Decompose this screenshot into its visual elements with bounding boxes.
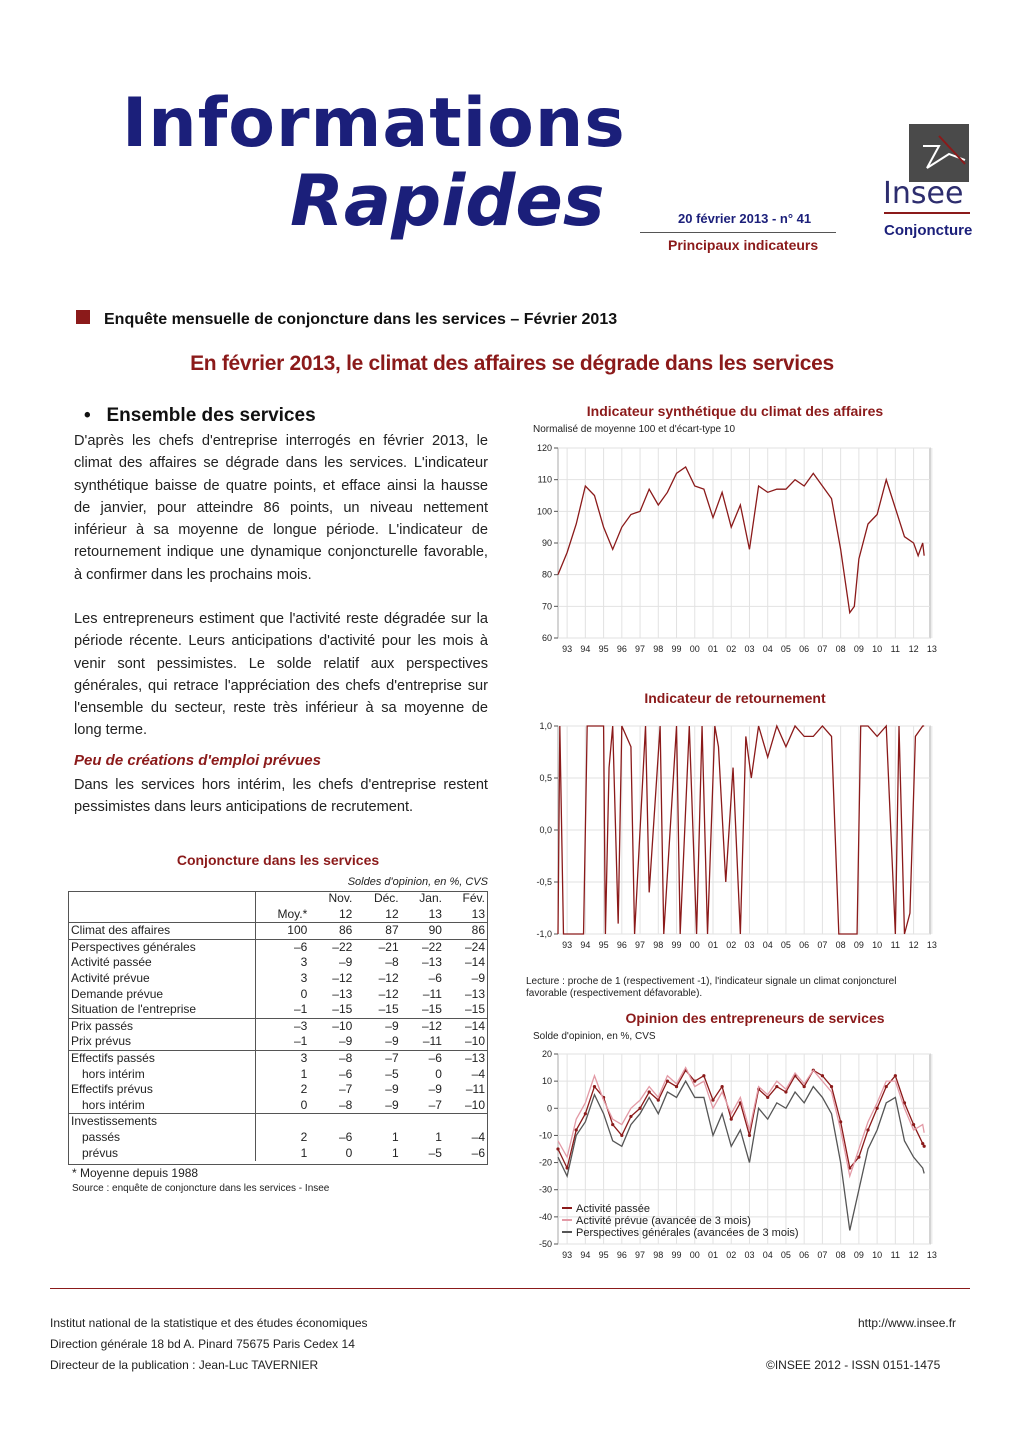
- table-cell: –1: [256, 1002, 311, 1018]
- table-row: [68, 955, 488, 971]
- series-point: [784, 1090, 787, 1093]
- chart1-subtitle: Normalisé de moyenne 100 et d'écart-type 10: [533, 424, 736, 435]
- x-tick-label: 05: [780, 940, 791, 950]
- table-cell: –24: [464, 939, 485, 954]
- series-point: [693, 1080, 696, 1083]
- table-row-label: Demande prévue: [68, 987, 256, 1003]
- table-cell: –7: [385, 1050, 399, 1065]
- x-tick-label: 00: [689, 940, 700, 950]
- series-point: [629, 1115, 632, 1118]
- x-tick-label: 02: [726, 940, 737, 950]
- x-tick-label: 97: [635, 1250, 646, 1260]
- series-point: [923, 1145, 926, 1148]
- footer-address: Direction générale 18 bd A. Pinard 75675 Paris Cedex 14: [50, 1337, 355, 1351]
- masthead-subtitle: Rapides: [290, 160, 605, 242]
- y-tick-label: 120: [536, 443, 552, 453]
- table-cell: –22: [421, 939, 442, 954]
- legend-label: Perspectives générales (avancées de 3 mois): [576, 1227, 799, 1239]
- x-tick-label: 10: [872, 940, 883, 950]
- table-cell: –9: [471, 970, 485, 985]
- x-tick-label: 11: [890, 644, 901, 654]
- table-cell: –6: [293, 939, 308, 954]
- x-tick-label: 12: [908, 940, 919, 950]
- section-square-icon: [76, 310, 90, 324]
- table-cell: –13: [332, 986, 353, 1001]
- table-row-label: [68, 891, 256, 907]
- x-tick-label: 01: [707, 1250, 719, 1260]
- table-cell: 3: [300, 955, 308, 970]
- series-point: [921, 1142, 924, 1145]
- table-row-label: hors intérim: [68, 1067, 256, 1083]
- x-tick-label: 01: [707, 644, 719, 654]
- series-point: [821, 1074, 824, 1077]
- table-row-label: hors intérim: [68, 1098, 256, 1114]
- logo-name: Insee: [883, 176, 964, 211]
- table-row: [68, 1146, 488, 1162]
- table-row: [68, 1098, 488, 1114]
- x-tick-label: 95: [598, 940, 609, 950]
- y-tick-label: -1,0: [536, 929, 552, 939]
- table-cell: –3: [293, 1018, 308, 1033]
- table-note: Soldes d'opinion, en %, CVS: [347, 876, 488, 888]
- footer-copyright: ©INSEE 2012 - ISSN 0151-1475: [766, 1358, 941, 1372]
- x-tick-label: 04: [762, 1250, 773, 1260]
- chart3-title: Opinion des entrepreneurs de services: [625, 1010, 885, 1026]
- series-point: [648, 1090, 651, 1093]
- table-cell: 0: [435, 1066, 442, 1081]
- series-point: [803, 1085, 806, 1088]
- x-tick-label: 96: [616, 644, 627, 654]
- table-cell: –12: [378, 986, 399, 1001]
- masthead-title: Informations: [122, 84, 626, 163]
- insee-logo-icon: [909, 124, 969, 182]
- table-cell: 2: [300, 1082, 308, 1097]
- y-tick-label: 110: [537, 474, 552, 485]
- opinion-chart: [520, 1044, 950, 1268]
- table-row: [68, 1002, 488, 1018]
- table-cell: 1: [391, 1145, 399, 1160]
- table-cell: Jan.: [419, 891, 442, 905]
- series-point: [675, 1085, 678, 1088]
- table-cell: –11: [422, 986, 442, 1001]
- series-point: [775, 1085, 778, 1088]
- x-tick-label: 98: [653, 644, 664, 654]
- series-point: [556, 1147, 559, 1150]
- table-row-label: Investissements: [68, 1114, 256, 1130]
- table-cell: –11: [465, 1082, 485, 1097]
- table-cell: 13: [402, 907, 445, 923]
- chart1-title: Indicateur synthétique du climat des affaires: [586, 403, 884, 419]
- table-cell: Déc.: [373, 891, 399, 905]
- x-tick-label: 12: [908, 644, 919, 654]
- x-tick-label: 09: [853, 940, 864, 950]
- y-tick-label: -0,5: [536, 877, 552, 887]
- x-tick-label: 00: [689, 644, 700, 654]
- series-point: [638, 1107, 641, 1110]
- x-tick-label: 13: [926, 644, 937, 654]
- y-tick-label: 0,5: [539, 773, 552, 783]
- table-row: [68, 1082, 488, 1098]
- y-tick-label: 10: [541, 1076, 552, 1087]
- footer-rule: [50, 1288, 970, 1289]
- x-tick-label: 13: [926, 940, 937, 950]
- table-cell: 0: [345, 1145, 353, 1160]
- x-tick-label: 08: [835, 1250, 846, 1260]
- table-cell: –8: [338, 1050, 353, 1065]
- table-cell: 3: [300, 970, 308, 985]
- x-tick-label: 04: [762, 644, 773, 654]
- x-tick-label: 00: [689, 1250, 700, 1260]
- footer-url[interactable]: http://www.insee.fr: [858, 1316, 957, 1330]
- x-tick-label: 02: [726, 644, 737, 654]
- table-row: [68, 1034, 488, 1050]
- y-tick-label: 100: [536, 506, 552, 517]
- series-point: [575, 1128, 578, 1131]
- legend-label: Activité prévue (avancée de 3 mois): [576, 1215, 751, 1227]
- footer-institute: Institut national de la statistique et des études économiques: [50, 1316, 368, 1330]
- series-point: [894, 1074, 897, 1077]
- table-row: [68, 1050, 488, 1066]
- x-tick-label: 05: [780, 644, 791, 654]
- table-cell: –1: [256, 1034, 311, 1050]
- series-point: [730, 1118, 733, 1121]
- table-cell: –14: [464, 1018, 485, 1033]
- x-tick-label: 94: [580, 1250, 591, 1260]
- table-cell: –21: [378, 939, 399, 954]
- table-cell: 1: [300, 1145, 308, 1160]
- y-tick-label: 80: [541, 569, 552, 580]
- table-cell: [445, 1114, 488, 1130]
- table-cell: 2: [300, 1129, 308, 1144]
- y-tick-label: 90: [541, 538, 552, 548]
- x-tick-label: 06: [799, 1250, 810, 1260]
- series-point: [766, 1096, 769, 1099]
- y-tick-label: 0,0: [539, 825, 552, 835]
- series-point: [866, 1128, 869, 1131]
- table-cell: –6: [338, 1066, 353, 1081]
- series-point: [657, 1099, 660, 1102]
- y-tick-label: 0: [546, 1103, 552, 1114]
- table-cell: –8: [310, 1098, 355, 1114]
- table-cell: –8: [385, 955, 399, 970]
- x-tick-label: 06: [799, 644, 810, 654]
- x-tick-label: 02: [726, 1250, 737, 1260]
- table-cell: 90: [402, 923, 445, 940]
- table-cell: –6: [338, 1129, 353, 1144]
- table-cell: –12: [378, 970, 399, 985]
- x-tick-label: 07: [817, 644, 828, 654]
- table-cell: –12: [332, 970, 353, 985]
- paragraph-1: D'après les chefs d'entreprise interrogés en février 2013, le climat des affaires se dégrade dans les services. L'indicateur synthétique baisse de quatre points, et efface ainsi la hausse de janvier, pour atteindre 86 points, un niveau nettement inférieur à sa moyenne de longue période. L'indicateur de retournement indique une dynamique conjoncturelle favorable, à confirmer dans les prochains mois.: [74, 433, 488, 583]
- climate-chart: [520, 438, 950, 663]
- table-cell: Fév.: [462, 891, 485, 905]
- footer-director: Directeur de la publication : Jean-Luc TAVERNIER: [50, 1358, 319, 1372]
- x-tick-label: 01: [707, 940, 719, 950]
- table-cell: –7: [338, 1082, 353, 1097]
- series-point: [711, 1099, 714, 1102]
- table-cell: [256, 891, 311, 907]
- table-cell: –13: [421, 955, 442, 970]
- table-cell: –13: [464, 986, 485, 1001]
- table-cell: 12: [355, 907, 401, 923]
- x-tick-label: 93: [562, 644, 573, 654]
- y-tick-label: -10: [538, 1130, 552, 1141]
- x-tick-label: 12: [908, 1250, 919, 1260]
- table-cell: –9: [310, 1034, 355, 1050]
- x-tick-label: 05: [780, 1250, 791, 1260]
- x-tick-label: 99: [671, 1250, 682, 1260]
- x-tick-label: 96: [616, 1250, 627, 1260]
- table-cell: 0: [300, 986, 308, 1001]
- series-point: [721, 1085, 724, 1088]
- table-cell: –9: [355, 1034, 401, 1050]
- series-point: [584, 1112, 587, 1115]
- table-cell: –9: [428, 1082, 442, 1097]
- table-cell: –22: [332, 939, 353, 954]
- paragraph-3: Dans les services hors intérim, les chefs d'entreprise restent pessimistes dans leurs anticipations de recrutement.: [74, 777, 488, 816]
- table-cell: –13: [464, 1050, 485, 1065]
- series-point: [830, 1085, 833, 1088]
- x-tick-label: 97: [635, 940, 646, 950]
- chart2-title: Indicateur de retournement: [644, 690, 826, 706]
- x-tick-label: 07: [817, 1250, 828, 1260]
- table-cell: –9: [385, 1082, 399, 1097]
- table-cell: –5: [428, 1145, 442, 1160]
- table-cell: –12: [421, 1018, 442, 1033]
- table-cell: –4: [471, 1129, 485, 1144]
- x-tick-label: 04: [762, 940, 773, 950]
- y-tick-label: 1,0: [539, 721, 552, 731]
- table-cell: –6: [428, 970, 442, 985]
- x-tick-label: 07: [817, 940, 828, 950]
- y-tick-label: -30: [538, 1184, 552, 1195]
- y-tick-label: -40: [538, 1211, 552, 1222]
- table-title: Conjoncture dans les services: [176, 852, 380, 868]
- table-header-row: [68, 907, 488, 923]
- x-tick-label: 10: [872, 1250, 883, 1260]
- table-row: [68, 971, 488, 987]
- logo-subtitle: Conjoncture: [884, 222, 973, 239]
- table-cell: [310, 1114, 355, 1130]
- headline: En février 2013, le climat des affaires se dégrade dans les services: [190, 352, 834, 375]
- table-cell: 86: [445, 923, 488, 940]
- table-row-label: Activité prévue: [68, 971, 256, 987]
- table-row-label: Prix passés: [68, 1018, 256, 1034]
- series-point: [702, 1074, 705, 1077]
- x-tick-label: 11: [890, 1250, 901, 1260]
- table-cell: –15: [310, 1002, 355, 1018]
- table-cell: [355, 1114, 401, 1130]
- y-tick-label: -20: [538, 1157, 552, 1168]
- table-row: [68, 1018, 488, 1034]
- legend-label: Activité passée: [576, 1203, 650, 1215]
- table-row: [68, 987, 488, 1003]
- series-point: [857, 1156, 860, 1159]
- bullet-heading-text: Ensemble des services: [106, 405, 316, 426]
- subheading: Peu de créations d'emploi prévues: [74, 752, 321, 769]
- x-tick-label: 99: [671, 940, 682, 950]
- x-tick-label: 96: [616, 940, 627, 950]
- indicators-table: [68, 891, 488, 1161]
- table-cell: –14: [464, 955, 485, 970]
- x-tick-label: 93: [562, 940, 573, 950]
- table-cell: 1: [435, 1129, 442, 1144]
- table-cell: –15: [402, 1002, 445, 1018]
- table-row: [68, 1130, 488, 1146]
- table-row: [68, 1114, 488, 1130]
- x-tick-label: 97: [635, 644, 646, 654]
- x-tick-label: 03: [744, 1250, 755, 1260]
- table-cell: 12: [310, 907, 355, 923]
- table-cell: –10: [332, 1018, 353, 1033]
- x-tick-label: 13: [926, 1250, 937, 1260]
- x-tick-label: 10: [872, 644, 883, 654]
- section-title: Enquête mensuelle de conjoncture dans les services – Février 2013: [104, 311, 618, 328]
- bullet-heading: • Ensemble des services: [84, 405, 316, 426]
- table-cell: 0: [256, 1098, 311, 1114]
- chart2-reading-note: Lecture : proche de 1 (respectivement -1), l'indicateur signale un climat conjoncturel favorable (respectivement défavorable).: [526, 976, 897, 999]
- table-cell: –10: [445, 1098, 488, 1114]
- table-cell: –6: [428, 1050, 442, 1065]
- x-tick-label: 11: [890, 940, 901, 950]
- table-cell: Moy.*: [256, 907, 311, 923]
- x-tick-label: 94: [580, 940, 591, 950]
- paragraph-2: Les entrepreneurs estiment que l'activité reste dégradée sur la période récente. Leurs anticipations d'activité pour les mois à venir sont pessimistes. Le solde relatif aux perspectives générales, qui retrace l'appréciation des chefs d'entreprise sur l'ensemble du secteur, reste très inférieur à sa moyenne de long terme.: [74, 611, 488, 739]
- table-cell: 13: [445, 907, 488, 923]
- y-tick-label: -50: [538, 1239, 552, 1249]
- table-cell: 86: [310, 923, 355, 940]
- table-row-label: Effectifs prévus: [68, 1082, 256, 1098]
- x-tick-label: 09: [853, 1250, 864, 1260]
- table-cell: –6: [471, 1145, 485, 1160]
- table-cell: [256, 1114, 311, 1130]
- issue-category: Principaux indicateurs: [668, 237, 819, 253]
- table-cell: –7: [402, 1098, 445, 1114]
- table-cell: 3: [300, 1050, 308, 1065]
- turning-point-chart: [520, 716, 950, 956]
- table-cell: –9: [385, 1018, 399, 1033]
- series-point: [593, 1085, 596, 1088]
- x-tick-label: 09: [853, 644, 864, 654]
- table-cell: –5: [385, 1066, 399, 1081]
- x-tick-label: 03: [744, 644, 755, 654]
- table-row-label: Situation de l'entreprise: [68, 1002, 256, 1018]
- table-footnote: * Moyenne depuis 1988: [72, 1166, 199, 1180]
- x-tick-label: 06: [799, 940, 810, 950]
- table-cell: –9: [338, 955, 353, 970]
- table-row: [68, 1067, 488, 1083]
- x-tick-label: 98: [653, 1250, 664, 1260]
- table-cell: –11: [402, 1034, 445, 1050]
- series-point: [611, 1123, 614, 1126]
- series-point: [620, 1134, 623, 1137]
- table-cell: [402, 1114, 445, 1130]
- masthead-rule: [640, 232, 836, 233]
- table-cell: –9: [355, 1098, 401, 1114]
- series-point: [876, 1107, 879, 1110]
- x-tick-label: 08: [835, 940, 846, 950]
- table-cell: –15: [445, 1002, 488, 1018]
- table-cell: –4: [471, 1066, 485, 1081]
- y-tick-label: 60: [541, 633, 552, 643]
- x-tick-label: 99: [671, 644, 682, 654]
- table-row-label: Perspectives générales: [68, 939, 256, 955]
- x-tick-label: 98: [653, 940, 664, 950]
- table-row-label: Activité passée: [68, 955, 256, 971]
- table-row-label: prévus: [68, 1146, 256, 1162]
- table-cell: 1: [300, 1066, 308, 1081]
- series-point: [748, 1134, 751, 1137]
- table-source: Source : enquête de conjoncture dans les services - Insee: [72, 1183, 330, 1194]
- y-tick-label: 20: [541, 1049, 552, 1059]
- x-tick-label: 08: [835, 644, 846, 654]
- issue-date: 20 février 2013 - n° 41: [678, 211, 812, 226]
- table-cell: –15: [355, 1002, 401, 1018]
- table-row-label: [68, 907, 256, 923]
- table-row-label: Climat des affaires: [68, 923, 256, 940]
- x-tick-label: 03: [744, 940, 755, 950]
- y-tick-label: 70: [541, 601, 552, 612]
- chart3-subtitle: Solde d'opinion, en %, CVS: [533, 1031, 656, 1042]
- logo-rule: [884, 212, 970, 214]
- x-tick-label: 94: [580, 644, 591, 654]
- table-cell: Nov.: [328, 891, 353, 905]
- x-tick-label: 95: [598, 644, 609, 654]
- table-cell: 87: [355, 923, 401, 940]
- x-tick-label: 93: [562, 1250, 573, 1260]
- table-header-row: [68, 891, 488, 907]
- table-row-label: passés: [68, 1130, 256, 1146]
- table-row-label: Effectifs passés: [68, 1050, 256, 1066]
- table-row-label: Prix prévus: [68, 1034, 256, 1050]
- table-cell: 1: [391, 1129, 399, 1144]
- table-row: [68, 939, 488, 955]
- table-cell: 100: [256, 923, 311, 940]
- table-row: [68, 923, 488, 940]
- table-cell: –10: [445, 1034, 488, 1050]
- x-tick-label: 95: [598, 1250, 609, 1260]
